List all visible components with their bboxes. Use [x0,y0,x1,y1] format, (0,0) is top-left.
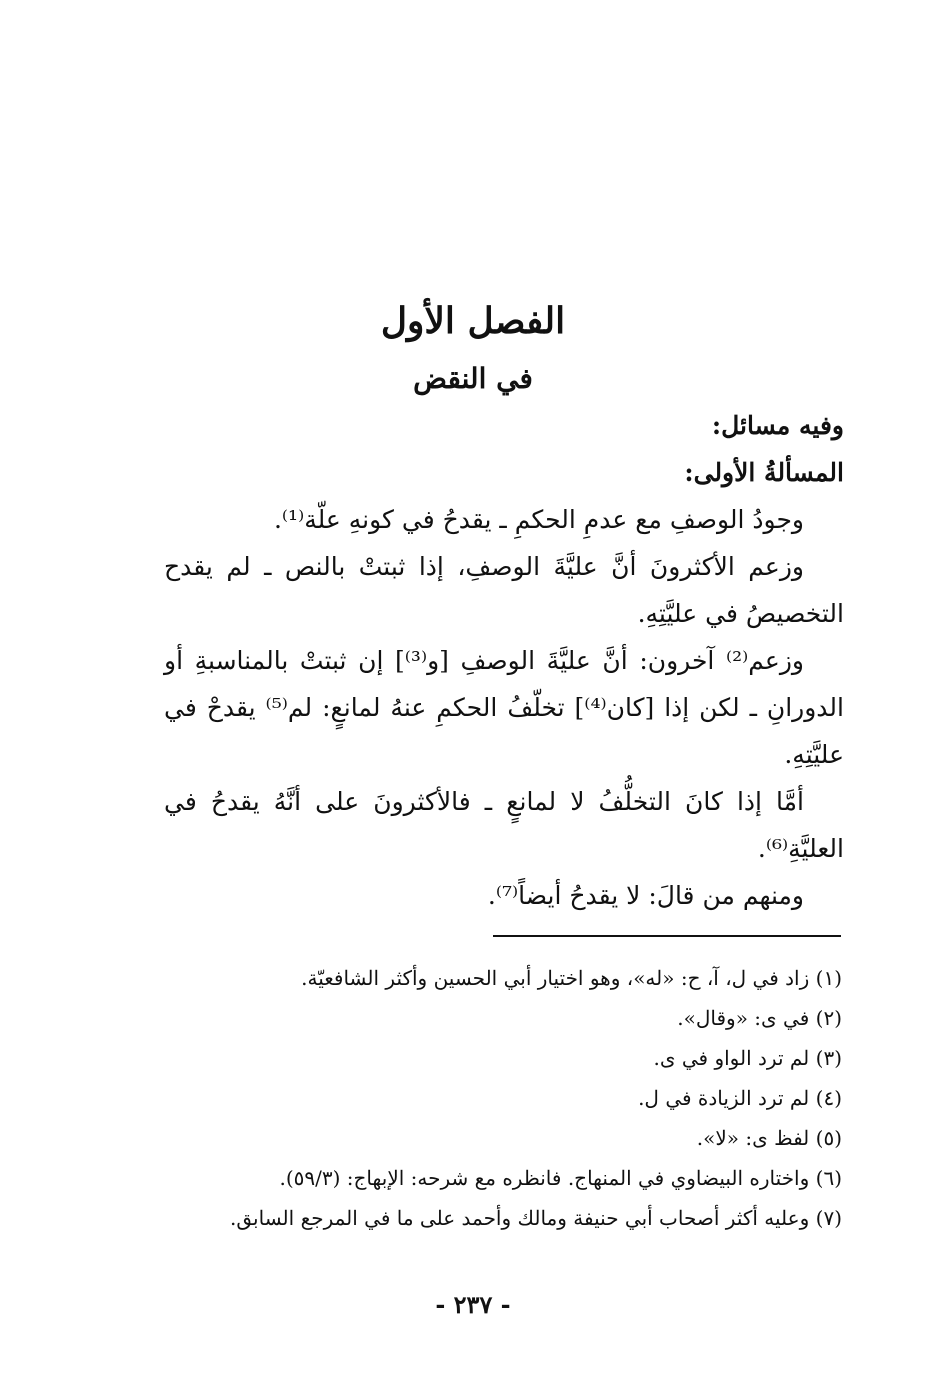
footnote-divider [493,935,841,937]
footnote: (٢) في ى: «وقال». [677,1006,842,1030]
chapter-subtitle: في النقض [413,362,533,395]
intro-line: وفيه مسائل: [711,411,844,440]
footnote: (٥) لفظ ى: «لا». [696,1126,842,1150]
main-text [164,402,844,919]
paragraph: وزعم الأكثرونَ أنَّ عليَّةَ الوصفِ، إذا ثبتتْ بالنص ـ لم يقدح التخصيصُ في عليَّتِهِ. [164,552,844,628]
footnote: (٣) لم ترد الواو في ى. [653,1046,842,1070]
paragraph: ومنهم من قالَ: لا يقدحُ أيضاً⁽⁷⁾. [487,881,804,910]
footnotes [162,958,842,1238]
paragraph: وزعم⁽²⁾ آخرون: أنَّ عليَّةَ الوصفِ [و⁽³⁾] إن ثبتتْ بالمناسبةِ أو الدورانِ ـ لكن إذا [كان⁽⁴⁾] تخلّفُ الحكمِ عنهُ لمانعٍ: لم⁽⁵⁾ يقدحْ في عليَّتِهِ. [164,646,844,769]
section-heading: المسألةُ الأولى: [684,458,844,487]
footnote: (٦) واختاره البيضاوي في المنهاج. فانظره مع شرحه: الإبهاج: (٥٩/٣). [279,1166,842,1190]
paragraph: وجودُ الوصفِ مع عدمِ الحكمِ ـ يقدحُ في كونهِ علّة⁽¹⁾. [273,505,804,534]
footnote: (٧) وعليه أكثر أصحاب أبي حنيفة ومالك وأحمد على ما في المرجع السابق. [230,1206,842,1230]
paragraph: أمَّا إذا كانَ التخلُّفُ لا لمانعٍ ـ فالأكثرونَ على أنَّهُ يقدحُ في العليَّةِ⁽⁶⁾. [164,787,844,863]
page-number: - ٢٣٧ - [435,1290,511,1319]
chapter-title: الفصل الأول [380,300,566,342]
footnote: (٤) لم ترد الزيادة في ل. [638,1086,842,1110]
footnote: (١) زاد في ل، آ، ح: «له»، وهو اختيار أبي الحسين وأكثر الشافعيّة. [301,966,842,990]
